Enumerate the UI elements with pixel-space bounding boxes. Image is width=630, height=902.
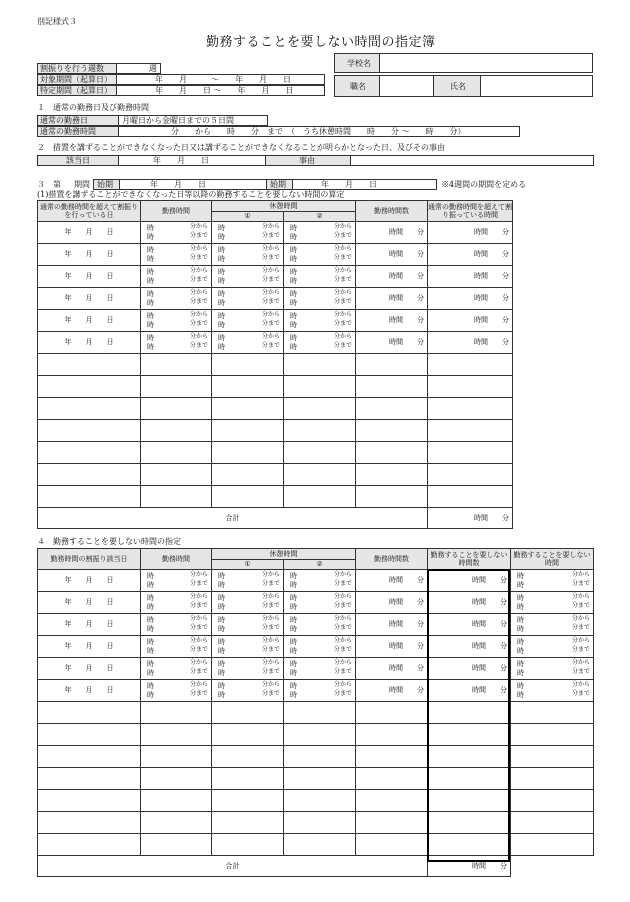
- empty-cell[interactable]: [38, 834, 141, 856]
- empty-cell[interactable]: [212, 486, 284, 508]
- date-cell[interactable]: 年 月 日: [38, 332, 141, 354]
- date-cell[interactable]: 年 月 日: [38, 658, 141, 680]
- date-cell[interactable]: 年 月 日: [38, 570, 141, 592]
- empty-cell[interactable]: [284, 724, 356, 746]
- table-row: [38, 834, 594, 856]
- work-time-cell[interactable]: 時 分から 時 分まで: [141, 636, 212, 658]
- break2-cell[interactable]: 時 分から 時 分まで: [284, 222, 356, 244]
- date-value: 年 月 日: [153, 156, 209, 165]
- empty-cell[interactable]: [356, 420, 428, 442]
- table-row: [38, 812, 594, 834]
- s4-total-label: 合計: [38, 856, 428, 877]
- table-row: [38, 790, 594, 812]
- table-row: [38, 376, 513, 398]
- workhours-value: 分 から 時 分 まで （ うち休憩時間 時 分 〜 時 分）: [171, 127, 466, 136]
- s3-col-work: 勤務時間: [141, 201, 212, 222]
- date-cell[interactable]: 年 月 日: [38, 266, 141, 288]
- work-time-cell[interactable]: 時 分から 時 分まで: [141, 266, 212, 288]
- empty-cell[interactable]: [356, 376, 428, 398]
- section3-table: [37, 200, 513, 529]
- date-cell[interactable]: 年 月 日: [38, 288, 141, 310]
- empty-cell[interactable]: [356, 790, 428, 812]
- empty-cell[interactable]: [428, 746, 511, 768]
- s3-col-break1: ①: [212, 212, 284, 222]
- empty-cell[interactable]: [38, 486, 141, 508]
- empty-cell[interactable]: [38, 420, 141, 442]
- break1-cell[interactable]: 時 分から 時 分まで: [212, 658, 284, 680]
- empty-cell[interactable]: [511, 746, 594, 768]
- over-hours-cell[interactable]: 時間 分: [428, 636, 511, 658]
- empty-cell[interactable]: [428, 486, 513, 508]
- target-period-value: 年 月 〜 年 月 日: [155, 75, 291, 84]
- empty-cell[interactable]: [284, 486, 356, 508]
- end-label: 始期: [270, 180, 286, 189]
- empty-cell[interactable]: [356, 812, 428, 834]
- target-period-field[interactable]: [116, 74, 325, 85]
- target-period-label: 対象期間（起算日）: [40, 75, 112, 84]
- hours-cell[interactable]: 時間 分: [356, 570, 428, 592]
- empty-cell[interactable]: [428, 768, 511, 790]
- empty-cell[interactable]: [511, 702, 594, 724]
- s3-col-break: 休憩時間: [212, 201, 356, 212]
- break2-cell[interactable]: 時 分から 時 分まで: [284, 266, 356, 288]
- empty-cell[interactable]: [284, 834, 356, 856]
- date-label: 該当日: [66, 156, 90, 165]
- empty-cell[interactable]: [428, 702, 511, 724]
- empty-cell[interactable]: [38, 746, 141, 768]
- break1-cell[interactable]: 時 分から 時 分まで: [212, 332, 284, 354]
- section2-heading: ２ 措置を講ずることができなくなった日又は講ずることができなくなることが明らかとなった日、及びその事由: [37, 143, 445, 152]
- section4-heading: ４ 勤務することを要しない時間の指定: [37, 537, 181, 546]
- over-hours-cell[interactable]: 時間 分: [428, 570, 511, 592]
- empty-cell[interactable]: [284, 442, 356, 464]
- hours-cell[interactable]: 時間 分: [356, 636, 428, 658]
- empty-cell[interactable]: [284, 398, 356, 420]
- break1-cell[interactable]: 時 分から 時 分まで: [212, 570, 284, 592]
- hours-cell[interactable]: 時間 分: [356, 288, 428, 310]
- workhours-field[interactable]: [118, 126, 520, 137]
- end-value: 年 月 日: [321, 180, 377, 189]
- start-label: 始期: [97, 180, 113, 189]
- break2-cell[interactable]: 時 分から 時 分まで: [284, 244, 356, 266]
- empty-cell[interactable]: [141, 746, 212, 768]
- empty-cell[interactable]: [212, 376, 284, 398]
- offtime-cell[interactable]: 時 分から 時 分まで: [511, 614, 594, 636]
- empty-cell[interactable]: [284, 768, 356, 790]
- start-field[interactable]: [119, 179, 267, 190]
- hours-cell[interactable]: 時間 分: [356, 680, 428, 702]
- over-hours-cell[interactable]: 時間 分: [428, 680, 511, 702]
- empty-cell[interactable]: [284, 376, 356, 398]
- date-cell[interactable]: 年 月 日: [38, 244, 141, 266]
- empty-cell[interactable]: [356, 834, 428, 856]
- workdays-field[interactable]: [118, 115, 268, 126]
- empty-cell[interactable]: [284, 746, 356, 768]
- specific-period-value: 年 月 日 〜 年 月 日: [155, 86, 294, 95]
- s3-col-hours: 勤務時間数: [356, 201, 428, 222]
- empty-cell[interactable]: [511, 790, 594, 812]
- over-hours-cell[interactable]: 時間 分: [428, 222, 513, 244]
- break2-cell[interactable]: 時 分から 時 分まで: [284, 614, 356, 636]
- empty-cell[interactable]: [212, 442, 284, 464]
- date-field[interactable]: [118, 155, 266, 166]
- workdays-value: 月曜日から金曜日までの５日間: [122, 116, 234, 125]
- table-row: [38, 354, 513, 376]
- empty-cell[interactable]: [141, 442, 212, 464]
- table-row: [38, 746, 594, 768]
- empty-cell[interactable]: [38, 724, 141, 746]
- table-row: [38, 680, 594, 702]
- break2-cell[interactable]: 時 分から 時 分まで: [284, 570, 356, 592]
- break1-cell[interactable]: 時 分から 時 分まで: [212, 266, 284, 288]
- offtime-cell[interactable]: 時 分から 時 分まで: [511, 592, 594, 614]
- table-row: [38, 570, 594, 592]
- empty-cell[interactable]: [356, 768, 428, 790]
- table-row: [38, 442, 513, 464]
- empty-cell[interactable]: [511, 768, 594, 790]
- empty-cell[interactable]: [141, 464, 212, 486]
- workhours-label: 通常の勤務時間: [40, 127, 96, 136]
- empty-cell[interactable]: [428, 354, 513, 376]
- table-row: [38, 614, 594, 636]
- break1-cell[interactable]: 時 分から 時 分まで: [212, 288, 284, 310]
- date-cell[interactable]: 年 月 日: [38, 592, 141, 614]
- s4-total-value[interactable]: 時間 分: [428, 856, 511, 877]
- empty-cell[interactable]: [284, 354, 356, 376]
- empty-cell[interactable]: [356, 702, 428, 724]
- reason-label: 事由: [299, 156, 315, 165]
- empty-cell[interactable]: [428, 790, 511, 812]
- empty-cell[interactable]: [141, 790, 212, 812]
- empty-cell[interactable]: [141, 420, 212, 442]
- break1-cell[interactable]: 時 分から 時 分まで: [212, 244, 284, 266]
- hours-cell[interactable]: 時間 分: [356, 658, 428, 680]
- empty-cell[interactable]: [428, 724, 511, 746]
- table-row: [38, 420, 513, 442]
- empty-cell[interactable]: [141, 486, 212, 508]
- empty-cell[interactable]: [284, 420, 356, 442]
- hours-cell[interactable]: 時間 分: [356, 592, 428, 614]
- empty-cell[interactable]: [428, 834, 511, 856]
- empty-cell[interactable]: [141, 354, 212, 376]
- break1-cell[interactable]: 時 分から 時 分まで: [212, 680, 284, 702]
- over-hours-cell[interactable]: 時間 分: [428, 266, 513, 288]
- empty-cell[interactable]: [212, 768, 284, 790]
- empty-cell[interactable]: [356, 486, 428, 508]
- table-row: [38, 768, 594, 790]
- workdays-label: 通常の勤務日: [40, 116, 88, 125]
- end-field[interactable]: [292, 179, 437, 190]
- empty-cell[interactable]: [428, 812, 511, 834]
- date-cell[interactable]: 年 月 日: [38, 310, 141, 332]
- s4-col-break2: ②: [284, 560, 356, 570]
- weeks-label: 割振りを行う週数: [40, 64, 104, 73]
- empty-cell[interactable]: [511, 812, 594, 834]
- hours-cell[interactable]: 時間 分: [356, 614, 428, 636]
- offtime-cell[interactable]: 時 分から 時 分まで: [511, 658, 594, 680]
- work-time-cell[interactable]: 時 分から 時 分まで: [141, 288, 212, 310]
- table-row: [38, 266, 513, 288]
- empty-cell[interactable]: [141, 834, 212, 856]
- work-time-cell[interactable]: 時 分から 時 分まで: [141, 680, 212, 702]
- work-time-cell[interactable]: 時 分から 時 分まで: [141, 592, 212, 614]
- s4-col-offtime: 勤務することを要しない時間: [511, 549, 594, 570]
- work-time-cell[interactable]: 時 分から 時 分まで: [141, 570, 212, 592]
- break1-cell[interactable]: 時 分から 時 分まで: [212, 614, 284, 636]
- over-hours-cell[interactable]: 時間 分: [428, 310, 513, 332]
- position-label: 職名: [350, 82, 366, 91]
- offtime-cell[interactable]: 時 分から 時 分まで: [511, 680, 594, 702]
- page-title: 勤務することを要しない時間の指定簿: [206, 35, 436, 50]
- empty-cell[interactable]: [356, 398, 428, 420]
- table-row: [38, 658, 594, 680]
- empty-cell[interactable]: [38, 702, 141, 724]
- name-field[interactable]: [480, 75, 593, 97]
- over-hours-cell[interactable]: 時間 分: [428, 332, 513, 354]
- period-note: ※4週間の期間を定める: [441, 180, 527, 189]
- name-label: 氏名: [450, 82, 466, 91]
- empty-cell[interactable]: [212, 746, 284, 768]
- section3-subheading: (1)措置を講ずることができなくなった日等以降の勤務することを要しない時間の算定: [37, 190, 345, 199]
- empty-cell[interactable]: [284, 812, 356, 834]
- break2-cell[interactable]: 時 分から 時 分まで: [284, 332, 356, 354]
- offtime-cell[interactable]: 時 分から 時 分まで: [511, 570, 594, 592]
- hours-cell[interactable]: 時間 分: [356, 310, 428, 332]
- empty-cell[interactable]: [141, 768, 212, 790]
- empty-cell[interactable]: [356, 746, 428, 768]
- date-cell[interactable]: 年 月 日: [38, 222, 141, 244]
- empty-cell[interactable]: [212, 464, 284, 486]
- hours-cell[interactable]: 時間 分: [356, 266, 428, 288]
- s4-col-break1: ①: [212, 560, 284, 570]
- break2-cell[interactable]: 時 分から 時 分まで: [284, 680, 356, 702]
- offtime-cell[interactable]: 時 分から 時 分まで: [511, 636, 594, 658]
- empty-cell[interactable]: [141, 398, 212, 420]
- empty-cell[interactable]: [212, 790, 284, 812]
- table-row: [38, 592, 594, 614]
- break1-cell[interactable]: 時 分から 時 分まで: [212, 636, 284, 658]
- table-row: [38, 486, 513, 508]
- break2-cell[interactable]: 時 分から 時 分まで: [284, 636, 356, 658]
- empty-cell[interactable]: [428, 464, 513, 486]
- table-row: [38, 310, 513, 332]
- reason-field[interactable]: [350, 155, 594, 166]
- empty-cell[interactable]: [38, 442, 141, 464]
- table-row: [38, 288, 513, 310]
- empty-cell[interactable]: [212, 702, 284, 724]
- empty-cell[interactable]: [212, 398, 284, 420]
- s4-col-offhours: 勤務することを要しない時間数: [428, 549, 511, 570]
- over-hours-cell[interactable]: 時間 分: [428, 658, 511, 680]
- empty-cell[interactable]: [212, 724, 284, 746]
- break2-cell[interactable]: 時 分から 時 分まで: [284, 310, 356, 332]
- empty-cell[interactable]: [38, 464, 141, 486]
- empty-cell[interactable]: [38, 812, 141, 834]
- empty-cell[interactable]: [212, 812, 284, 834]
- weeks-field[interactable]: [116, 63, 161, 74]
- empty-cell[interactable]: [284, 790, 356, 812]
- break1-cell[interactable]: 時 分から 時 分まで: [212, 592, 284, 614]
- work-time-cell[interactable]: 時 分から 時 分まで: [141, 244, 212, 266]
- break1-cell[interactable]: 時 分から 時 分まで: [212, 222, 284, 244]
- date-cell[interactable]: 年 月 日: [38, 614, 141, 636]
- over-hours-cell[interactable]: 時間 分: [428, 614, 511, 636]
- empty-cell[interactable]: [428, 376, 513, 398]
- over-hours-cell[interactable]: 時間 分: [428, 244, 513, 266]
- school-label: 学校名: [347, 59, 371, 68]
- table-row: [38, 724, 594, 746]
- position-field[interactable]: [379, 75, 434, 97]
- form-id: 別記様式３: [37, 17, 77, 26]
- empty-cell[interactable]: [141, 724, 212, 746]
- over-hours-cell[interactable]: 時間 分: [428, 288, 513, 310]
- empty-cell[interactable]: [38, 354, 141, 376]
- empty-cell[interactable]: [141, 812, 212, 834]
- hours-cell[interactable]: 時間 分: [356, 244, 428, 266]
- work-time-cell[interactable]: 時 分から 時 分まで: [141, 614, 212, 636]
- empty-cell[interactable]: [428, 442, 513, 464]
- date-cell[interactable]: 年 月 日: [38, 680, 141, 702]
- empty-cell[interactable]: [356, 442, 428, 464]
- empty-cell[interactable]: [141, 702, 212, 724]
- empty-cell[interactable]: [356, 724, 428, 746]
- empty-cell[interactable]: [428, 398, 513, 420]
- section4-table: [37, 548, 594, 877]
- break2-cell[interactable]: 時 分から 時 分まで: [284, 592, 356, 614]
- table-row: [38, 636, 594, 658]
- empty-cell[interactable]: [212, 354, 284, 376]
- table-row: [38, 464, 513, 486]
- table-row: [38, 244, 513, 266]
- work-time-cell[interactable]: 時 分から 時 分まで: [141, 310, 212, 332]
- s3-total-label: 合計: [38, 508, 428, 529]
- s4-col-work: 勤務時間: [141, 549, 212, 570]
- section3-period-label: 期間: [74, 180, 90, 189]
- empty-cell[interactable]: [356, 464, 428, 486]
- empty-cell[interactable]: [356, 354, 428, 376]
- table-row: [38, 398, 513, 420]
- s3-col-break2: ②: [284, 212, 356, 222]
- specific-period-field[interactable]: [116, 85, 325, 96]
- weeks-unit: 週: [149, 64, 157, 73]
- s3-total-value[interactable]: 時間 分: [428, 508, 513, 529]
- empty-cell[interactable]: [511, 724, 594, 746]
- empty-cell[interactable]: [284, 464, 356, 486]
- table-row: [38, 222, 513, 244]
- school-field[interactable]: [379, 53, 593, 73]
- start-value: 年 月 日: [150, 180, 206, 189]
- empty-cell[interactable]: [511, 834, 594, 856]
- hours-cell[interactable]: 時間 分: [356, 222, 428, 244]
- work-time-cell[interactable]: 時 分から 時 分まで: [141, 658, 212, 680]
- work-time-cell[interactable]: 時 分から 時 分まで: [141, 222, 212, 244]
- break1-cell[interactable]: 時 分から 時 分まで: [212, 310, 284, 332]
- empty-cell[interactable]: [141, 376, 212, 398]
- s4-col-break: 休憩時間: [212, 549, 356, 560]
- s4-col-hours: 勤務時間数: [356, 549, 428, 570]
- empty-cell[interactable]: [428, 420, 513, 442]
- s3-col-date: 通常の勤務時間を超えて割振りを行っている日: [38, 201, 141, 222]
- empty-cell[interactable]: [38, 790, 141, 812]
- over-hours-cell[interactable]: 時間 分: [428, 592, 511, 614]
- break2-cell[interactable]: 時 分から 時 分まで: [284, 658, 356, 680]
- section1-heading: １ 通常の勤務日及び勤務時間: [37, 103, 149, 112]
- empty-cell[interactable]: [38, 398, 141, 420]
- empty-cell[interactable]: [284, 702, 356, 724]
- s3-col-over: 通常の勤務時間を超えて割り振っている時間: [428, 201, 513, 222]
- empty-cell[interactable]: [38, 376, 141, 398]
- specific-period-label: 特定期間（起算日）: [40, 86, 112, 95]
- hours-cell[interactable]: 時間 分: [356, 332, 428, 354]
- work-time-cell[interactable]: 時 分から 時 分まで: [141, 332, 212, 354]
- empty-cell[interactable]: [212, 834, 284, 856]
- empty-cell[interactable]: [212, 420, 284, 442]
- table-row: [38, 702, 594, 724]
- date-cell[interactable]: 年 月 日: [38, 636, 141, 658]
- table-row: [38, 332, 513, 354]
- break2-cell[interactable]: 時 分から 時 分まで: [284, 288, 356, 310]
- section3-prefix: ３ 第: [37, 180, 61, 189]
- s4-col-date: 勤務時間の割振り該当日: [38, 549, 141, 570]
- empty-cell[interactable]: [38, 768, 141, 790]
